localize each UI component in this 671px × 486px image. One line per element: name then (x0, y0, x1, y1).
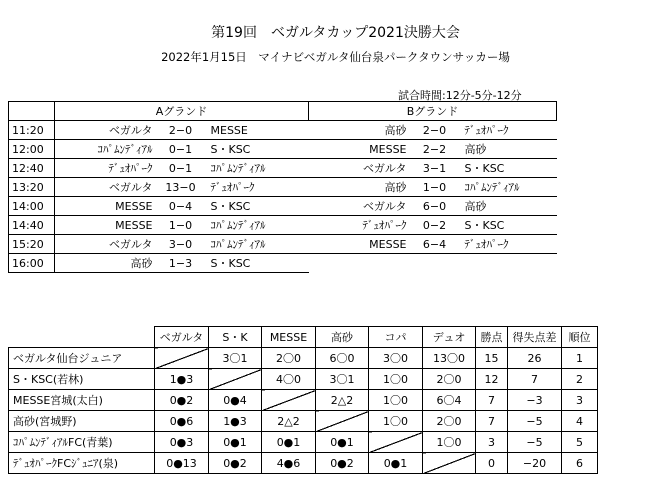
rank-cell: 6 (562, 453, 598, 474)
ground-a-home-team: 高砂 (55, 254, 155, 273)
goal-diff-cell: 7 (508, 369, 562, 390)
ground-b-score: 2−2 (409, 140, 461, 159)
standings-row (9, 453, 598, 474)
points-cell: 0 (476, 453, 508, 474)
team-name: ベガルタ仙台ジュニア (9, 348, 155, 369)
ground-b-away-team: ｺﾊﾟﾑﾝﾃﾞｨｱﾙ (461, 178, 557, 197)
ground-a-home-team: ｺﾊﾟﾑﾝﾃﾞｨｱﾙ (55, 140, 155, 159)
ground-a-score: 13−0 (155, 178, 207, 197)
standings-header-cell: デュオ (423, 327, 476, 348)
ground-b-score: 0−2 (409, 216, 461, 235)
result-cell: 1〇0 (369, 369, 423, 390)
standings-header-cell: 高砂 (316, 327, 369, 348)
rank-cell: 1 (562, 348, 598, 369)
result-cell: 1●3 (209, 411, 262, 432)
standings-table (8, 326, 598, 474)
self-match-cell (155, 348, 209, 369)
time-header (9, 102, 55, 121)
rank-cell: 3 (562, 390, 598, 411)
match-time-note: 試合時間:12分-5分-12分 (398, 89, 522, 102)
standings-header-row (9, 327, 598, 348)
schedule-row (9, 235, 557, 254)
team-name: ｺﾊﾟﾑﾝﾃﾞｨｱﾙFC(青葉) (9, 432, 155, 453)
ground-b-home-team: ベガルタ (309, 197, 409, 216)
standings-header-cell: ベガルタ (155, 327, 209, 348)
match-time: 13:20 (9, 178, 55, 197)
self-match-cell (316, 411, 369, 432)
match-time: 16:00 (9, 254, 55, 273)
ground-b-home-team: 高砂 (309, 121, 409, 140)
ground-b-away-team: S・KSC (461, 216, 557, 235)
result-cell: 4●6 (262, 453, 316, 474)
result-cell: 2〇0 (423, 411, 476, 432)
schedule-row (9, 197, 557, 216)
result-cell: 0●4 (209, 390, 262, 411)
schedule-row (9, 216, 557, 235)
schedule-row (9, 254, 557, 273)
result-cell: 0●6 (155, 411, 209, 432)
ground-b-home-team: MESSE (309, 140, 409, 159)
ground-a-score: 2−0 (155, 121, 207, 140)
standings-row (9, 348, 598, 369)
ground-b-score: 6−4 (409, 235, 461, 254)
result-cell: 3〇1 (209, 348, 262, 369)
goal-diff-cell: −3 (508, 390, 562, 411)
points-cell: 12 (476, 369, 508, 390)
result-cell: 6〇0 (316, 348, 369, 369)
ground-b-away-team: 高砂 (461, 197, 557, 216)
ground-b-home-team: ベガルタ (309, 159, 409, 178)
team-name: ﾃﾞｭｵﾊﾟｰｸFCｼﾞｭﾆｱ(泉) (9, 453, 155, 474)
corner-cell (9, 327, 155, 348)
ground-a-away-team: ﾃﾞｭｵﾊﾟｰｸ (207, 178, 309, 197)
standings-row (9, 411, 598, 432)
ground-b-away-team: S・KSC (461, 159, 557, 178)
self-match-cell (369, 432, 423, 453)
ground-a-header: Aグランド (55, 102, 309, 121)
ground-b-home-team: 高砂 (309, 178, 409, 197)
result-cell: 3〇1 (316, 369, 369, 390)
result-cell: 1〇0 (423, 432, 476, 453)
result-cell: 6〇4 (423, 390, 476, 411)
result-cell: 13〇0 (423, 348, 476, 369)
ground-a-away-team: S・KSC (207, 254, 309, 273)
result-cell: 3〇0 (369, 348, 423, 369)
page-subtitle: 2022年1月15日 マイナビベガルタ仙台泉パークタウンサッカー場 (161, 50, 510, 64)
result-cell: 0●2 (209, 453, 262, 474)
result-cell: 2△2 (262, 411, 316, 432)
standings-header-cell: MESSE (262, 327, 316, 348)
ground-a-away-team: MESSE (207, 121, 309, 140)
result-cell: 0●13 (155, 453, 209, 474)
points-cell: 3 (476, 432, 508, 453)
result-cell: 0●2 (316, 453, 369, 474)
ground-a-home-team: MESSE (55, 197, 155, 216)
schedule-row (9, 121, 557, 140)
standings-header-cell: 勝点 (476, 327, 508, 348)
ground-a-score: 0−1 (155, 140, 207, 159)
ground-a-away-team: ｺﾊﾟﾑﾝﾃﾞｨｱﾙ (207, 159, 309, 178)
rank-cell: 2 (562, 369, 598, 390)
result-cell: 1●3 (155, 369, 209, 390)
result-cell: 0●1 (209, 432, 262, 453)
result-cell: 0●2 (155, 390, 209, 411)
ground-a-score: 1−3 (155, 254, 207, 273)
ground-a-away-team: S・KSC (207, 197, 309, 216)
standings-row (9, 369, 598, 390)
team-name: MESSE宮城(太白) (9, 390, 155, 411)
ground-a-away-team: ｺﾊﾟﾑﾝﾃﾞｨｱﾙ (207, 235, 309, 254)
standings-header-cell: 得失点差 (508, 327, 562, 348)
result-cell: 2△2 (316, 390, 369, 411)
result-cell: 2〇0 (262, 348, 316, 369)
team-name: S・KSC(若林) (9, 369, 155, 390)
result-cell: 0●1 (369, 453, 423, 474)
standings-header-cell: S・K (209, 327, 262, 348)
ground-b-header: Bグランド (309, 102, 557, 121)
ground-b-home-team: MESSE (309, 235, 409, 254)
ground-a-score: 3−0 (155, 235, 207, 254)
goal-diff-cell: −5 (508, 411, 562, 432)
ground-b-away-team: ﾃﾞｭｵﾊﾟｰｸ (461, 121, 557, 140)
points-cell: 7 (476, 390, 508, 411)
ground-b-score: 2−0 (409, 121, 461, 140)
match-time: 11:20 (9, 121, 55, 140)
self-match-cell (423, 453, 476, 474)
ground-b-away-team: 高砂 (461, 140, 557, 159)
standings-header-cell: 順位 (562, 327, 598, 348)
ground-b-score: 1−0 (409, 178, 461, 197)
ground-a-home-team: MESSE (55, 216, 155, 235)
ground-b-home-team: ﾃﾞｭｵﾊﾟｰｸ (309, 216, 409, 235)
goal-diff-cell: −5 (508, 432, 562, 453)
points-cell: 7 (476, 411, 508, 432)
ground-a-score: 0−4 (155, 197, 207, 216)
self-match-cell (209, 369, 262, 390)
team-name: 高砂(宮城野) (9, 411, 155, 432)
schedule-row (9, 178, 557, 197)
ground-a-score: 1−0 (155, 216, 207, 235)
rank-cell: 5 (562, 432, 598, 453)
ground-a-home-team: ﾃﾞｭｵﾊﾟｰｸ (55, 159, 155, 178)
match-time: 15:20 (9, 235, 55, 254)
result-cell: 1〇0 (369, 411, 423, 432)
ground-b-score: 6−0 (409, 197, 461, 216)
standings-row (9, 390, 598, 411)
page-title: 第19回 ベガルタカップ2021決勝大会 (211, 25, 460, 41)
schedule-header-row (9, 102, 557, 121)
result-cell: 2〇0 (423, 369, 476, 390)
schedule-row (9, 140, 557, 159)
ground-a-away-team: S・KSC (207, 140, 309, 159)
standings-header-cell: コパ (369, 327, 423, 348)
ground-a-home-team: ベガルタ (55, 235, 155, 254)
ground-b-away-team: ﾃﾞｭｵﾊﾟｰｸ (461, 235, 557, 254)
ground-a-home-team: ベガルタ (55, 178, 155, 197)
self-match-cell (262, 390, 316, 411)
ground-b-score: 3−1 (409, 159, 461, 178)
goal-diff-cell: 26 (508, 348, 562, 369)
result-cell: 0●1 (262, 432, 316, 453)
rank-cell: 4 (562, 411, 598, 432)
result-cell: 1〇0 (369, 390, 423, 411)
result-cell: 4〇0 (262, 369, 316, 390)
goal-diff-cell: −20 (508, 453, 562, 474)
match-time: 12:40 (9, 159, 55, 178)
result-cell: 0●3 (155, 432, 209, 453)
ground-a-away-team: ｺﾊﾟﾑﾝﾃﾞｨｱﾙ (207, 216, 309, 235)
result-cell: 0●1 (316, 432, 369, 453)
schedule-row (9, 159, 557, 178)
match-time: 12:00 (9, 140, 55, 159)
points-cell: 15 (476, 348, 508, 369)
empty-cell (309, 254, 557, 273)
standings-row (9, 432, 598, 453)
ground-a-score: 0−1 (155, 159, 207, 178)
match-time: 14:40 (9, 216, 55, 235)
match-time: 14:00 (9, 197, 55, 216)
ground-a-home-team: ベガルタ (55, 121, 155, 140)
schedule-table (8, 101, 557, 273)
